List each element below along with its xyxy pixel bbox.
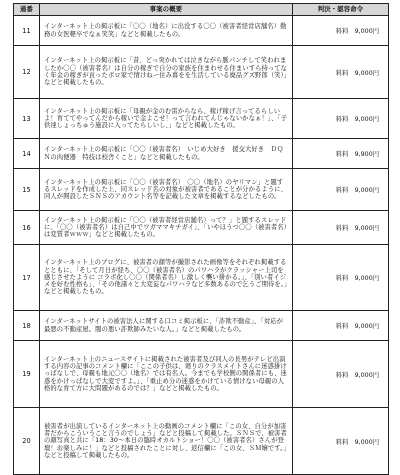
table-row (14, 311, 389, 341)
row-number: 15 (14, 169, 40, 211)
table-row (14, 169, 389, 211)
row-summary: インターネット上の掲示板に「〇〇（被害者名） いじめ大好き 援交大好き ＤＱＮの肉便器 特技は校舎くこと」などと掲載したもの。 (40, 139, 293, 169)
table-header-row (14, 4, 389, 16)
table-row (14, 139, 389, 169)
row-number: 14 (14, 139, 40, 169)
row-number: 16 (14, 211, 40, 245)
table-row (14, 245, 389, 311)
row-result: 料料 9,000円 (293, 408, 389, 475)
row-number: 20 (14, 408, 40, 475)
row-number: 11 (14, 16, 40, 46)
header-result: 判決・認容命令 (293, 4, 389, 16)
table-row (14, 99, 389, 139)
row-summary: インターネット上の掲示板に「母親が金のむ雷からなら、稼げ稼げ言ってるらしいよ！育ててやってんだから稼いで金よこせ！って言われてんじゃないかなぁ！」、「子供達しょっちゅう施設に入ってたらしいし、」などと掲載したもの。 (40, 99, 293, 139)
row-number: 18 (14, 311, 40, 341)
row-result: 料料 9,000円 (293, 99, 389, 139)
table-row (14, 341, 389, 408)
document-page (13, 3, 388, 475)
row-summary: 被害者が出演しているインターネット上の動画のコメント欄に「この女、自分が加害者だからこういうこと言うのでしょう」などと投稿して掲載した。ＳＮＳで、被害者の顔写真と共に「18：30～本日の臨時オカルトショー！〇〇（被害者名）さんが登壇！お楽しみに！」などと投稿されたことに対し、返信欄に「この女、ＳＭ嬢です。」などと投稿して掲載したもの。 (40, 408, 293, 475)
row-summary: インターネット上の掲示板に「〇〇（被害者経営店舗名）って？」と題するスレッドに、「〇〇（被害者名）は自己中でワガママキチガイ」、「いやほうつ〇〇（被害者名）は変質者ｗｗｗ」などと掲載したもの。 (40, 211, 293, 245)
header-summary: 事案の概要 (40, 4, 293, 16)
table-row (14, 16, 389, 46)
row-result: 料料 9,000円 (293, 169, 389, 211)
row-summary: インターネット上の掲示板に「〇〇（被害者名） 〇〇（地名）のヤリマン」と題するスレッドを作成した上、同スレッド名の対象が被害者であることが分かるように、同人が開設したＳＮＳのアカウント名等を記載した文章を掲載するなどしたもの。 (40, 169, 293, 211)
case-table (13, 3, 389, 475)
row-number: 12 (14, 46, 40, 99)
table-row (14, 46, 389, 99)
row-summary: インターネット上のニュースサイトに掲載された被害者及び同人の長男がテレビ出演する内容の記事のコメント欄に「ここの子供は、廻りのクラスメイトさんに迷惑掛けっぱなしで、母親も地元〇〇（地名）では有名人。今までも学校側の関係者にも、迷惑をかけっぱなしで大変ですよ。」、「重止め分の迷惑をかけている情けない母親の人格的な育て方に大問題があるのでは？」などと掲載したもの。 (40, 341, 293, 408)
row-number: 13 (14, 99, 40, 139)
header-number: 通番 (14, 4, 40, 16)
row-result: 料料 9,000円 (293, 46, 389, 99)
row-number: 19 (14, 341, 40, 408)
row-number: 17 (14, 245, 40, 311)
row-result: 料料 9,000円 (293, 341, 389, 408)
row-summary: インターネット上の掲示板に「〇〇（地名）に出没する〇〇（被害者経営店舗名）勤務の女医軽卒でなぁ笑笑」などと掲載したもの。 (40, 16, 293, 46)
row-summary: インターネットサイトの被害法人に関する口コミ掲示板に、「詐欺不動産」、「対応が最悪の不動産屋。闇の悪い詐欺師みたいな人。」などと掲載したもの。 (40, 311, 293, 341)
table-row (14, 408, 389, 475)
table-row (14, 211, 389, 245)
row-result: 料料 9,900円 (293, 139, 389, 169)
row-result: 料料 9,000円 (293, 211, 389, 245)
row-summary: インターネット上のブログに、被害者の顔等が撮影された画像等をそれぞれ掲載するとともに、「そして月日が経ち、〇〇（被害者名）のパワハラがクラッシャー上司を感じさせたように コラボ化し〇〇（関係者名）し激しく襲い掛かる。」、「別い者イジメを好む性格も」、「その他諸々と大変妄なパワハラなど多数あるので乞うご期待を。」などと掲載したもの。 (40, 245, 293, 311)
row-result: 料料 9,000円 (293, 16, 389, 46)
row-summary: インターネット上の掲示板に「昔、どっ突かれては泣きながら脈パンチして笑われましたか〇〇（被害者名）は自分の稼ぎで自分の家族を住まわせる住まいすら持ってなく年金の稼ぎが貢ったボロ家で情けねー住み暮をを生活している廃品グズ野郎（笑）」などと掲載したもの。 (40, 46, 293, 99)
row-result: 料料 9,000円 (293, 311, 389, 341)
row-result: 料料 9,000円 (293, 245, 389, 311)
